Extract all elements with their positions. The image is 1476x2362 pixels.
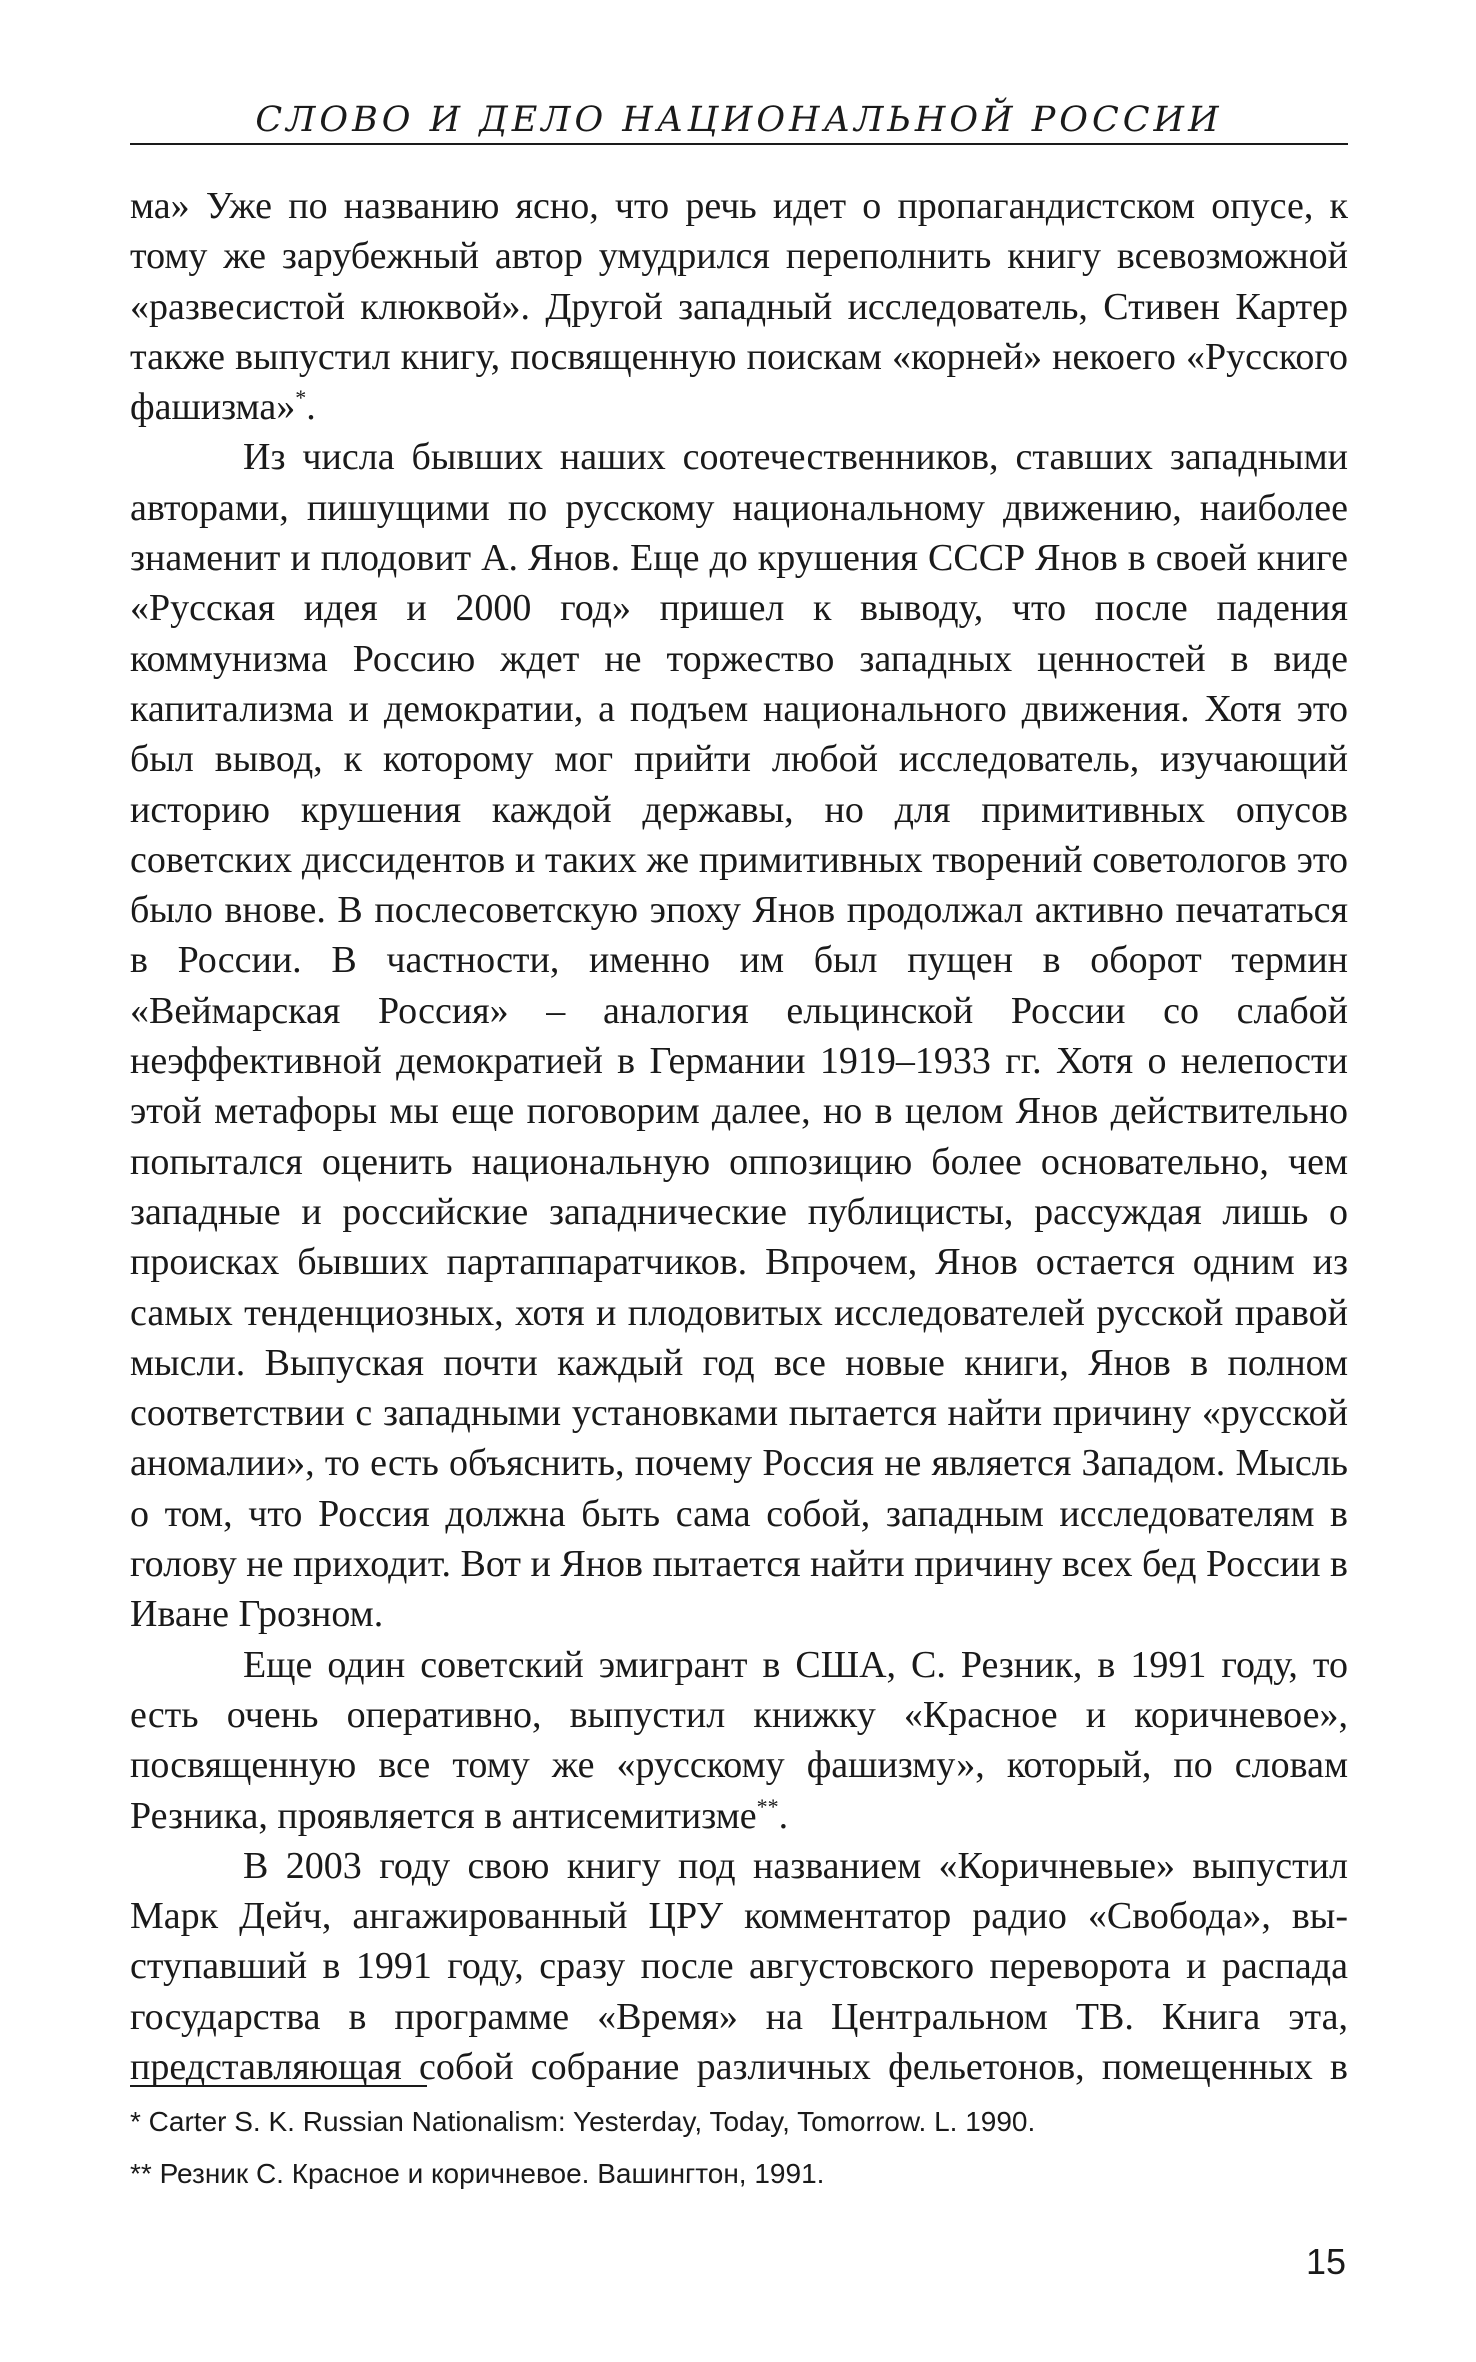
paragraph-text: ма» Уже по названию ясно, что речь идет о пропагандистском опусе, к тому же зарубежный автор умудрился переполнить книгу всевозможной «развесистой клюквой». Другой западный исследователь, Стивен Картер также выпустил книгу, посвященную поискам «корней» некоего «Русского фашизма» xyxy=(130,185,1348,429)
main-text xyxy=(130,181,1348,2092)
paragraph-text: Из числа бывших наших соотечественников, ставших западными авторами, пишущими по русскому национальному движению, наиболее знаменит и плодовит А. Янов. Еще до крушения СССР Янов в своей книге «Русская идея и 2000 год» пришел к выводу, что после падения коммунизма Россию ждет не торжество западных ценностей в виде капитализма и демократии, а подъем национального движения. Хотя это был вывод, к которому мог прийти любой исследователь, изучающий историю крушения каждой державы, но для примитивных опусов советских диссидентов и таких же примитивных творений советологов это было внове. В послесоветскую эпоху Янов продолжал активно печататься в России. В частности, именно им был пущен в оборот термин «Веймарская Россия» – аналогия ельцинской России со слабой неэффективной демократией в Германии 1919–1933 гг. Хотя о нелепости этой метафоры мы еще поговорим далее, но в целом Янов действительно попытался оценить национальную оппозицию более основательно, чем западные и российские западнические публицисты, рассуждая лишь о происках бывших партаппаратчиков. Впрочем, Янов остается одним из самых тенденциозных, хотя и плодовитых исследователей русской правой мысли. Выпуская почти каждый год все новые книги, Янов в полном соответствии с западными установками пытается найти причину «русской аномалии», то есть объяснить, почему Россия не является Западом. Мысль о том, что Россия должна быть сама собой, западным исследователям в голову не приходит. Вот и Янов пытается найти причину всех бед России в Иване Грозном. xyxy=(130,436,1348,1636)
paragraph-text-end: . xyxy=(778,1794,789,1837)
paragraph xyxy=(130,432,1348,1639)
running-title: СЛОВО И ДЕЛО НАЦИОНАЛЬНОЙ РОССИИ xyxy=(255,100,1223,140)
paragraph-text: В 2003 году свою книгу под названием «Коричневые» выпустил Марк Дейч, ангажированный ЦРУ комментатор радио «Свобода», выступавший в 1991 году, сразу после августовского переворота и распада государства в программе «Время» на Центральном ТВ. Книга эта, представляющая собой собрание различных фельетонов, помещенных в xyxy=(130,1844,1348,2088)
header-rule xyxy=(130,143,1348,145)
paragraph-text: Еще один советский эмигрант в США, С. Резник, в 1991 году, то есть очень оперативно, выпустил книжку «Красное и коричневое», посвященную все тому же «русскому фашизму», который, по словам Резника, проявляется в антисемитизме xyxy=(130,1643,1348,1837)
page-number: 15 xyxy=(1305,2241,1346,2282)
footnote: * Carter S. K. Russian Nationalism: Yesterday, Today, Tomorrow. L. 1990. xyxy=(130,2106,1036,2137)
footnote: ** Резник С. Красное и коричневое. Вашингтон, 1991. xyxy=(130,2158,825,2189)
paragraph xyxy=(130,1640,1348,1841)
footnote-marker: ** xyxy=(756,1793,779,1819)
paragraph xyxy=(130,1841,1348,2092)
paragraph-text-end: . xyxy=(306,386,316,429)
footnote-marker: * xyxy=(295,385,307,411)
paragraph xyxy=(130,181,1348,432)
footnote-rule xyxy=(130,2085,427,2087)
footnotes xyxy=(130,2096,1348,2200)
